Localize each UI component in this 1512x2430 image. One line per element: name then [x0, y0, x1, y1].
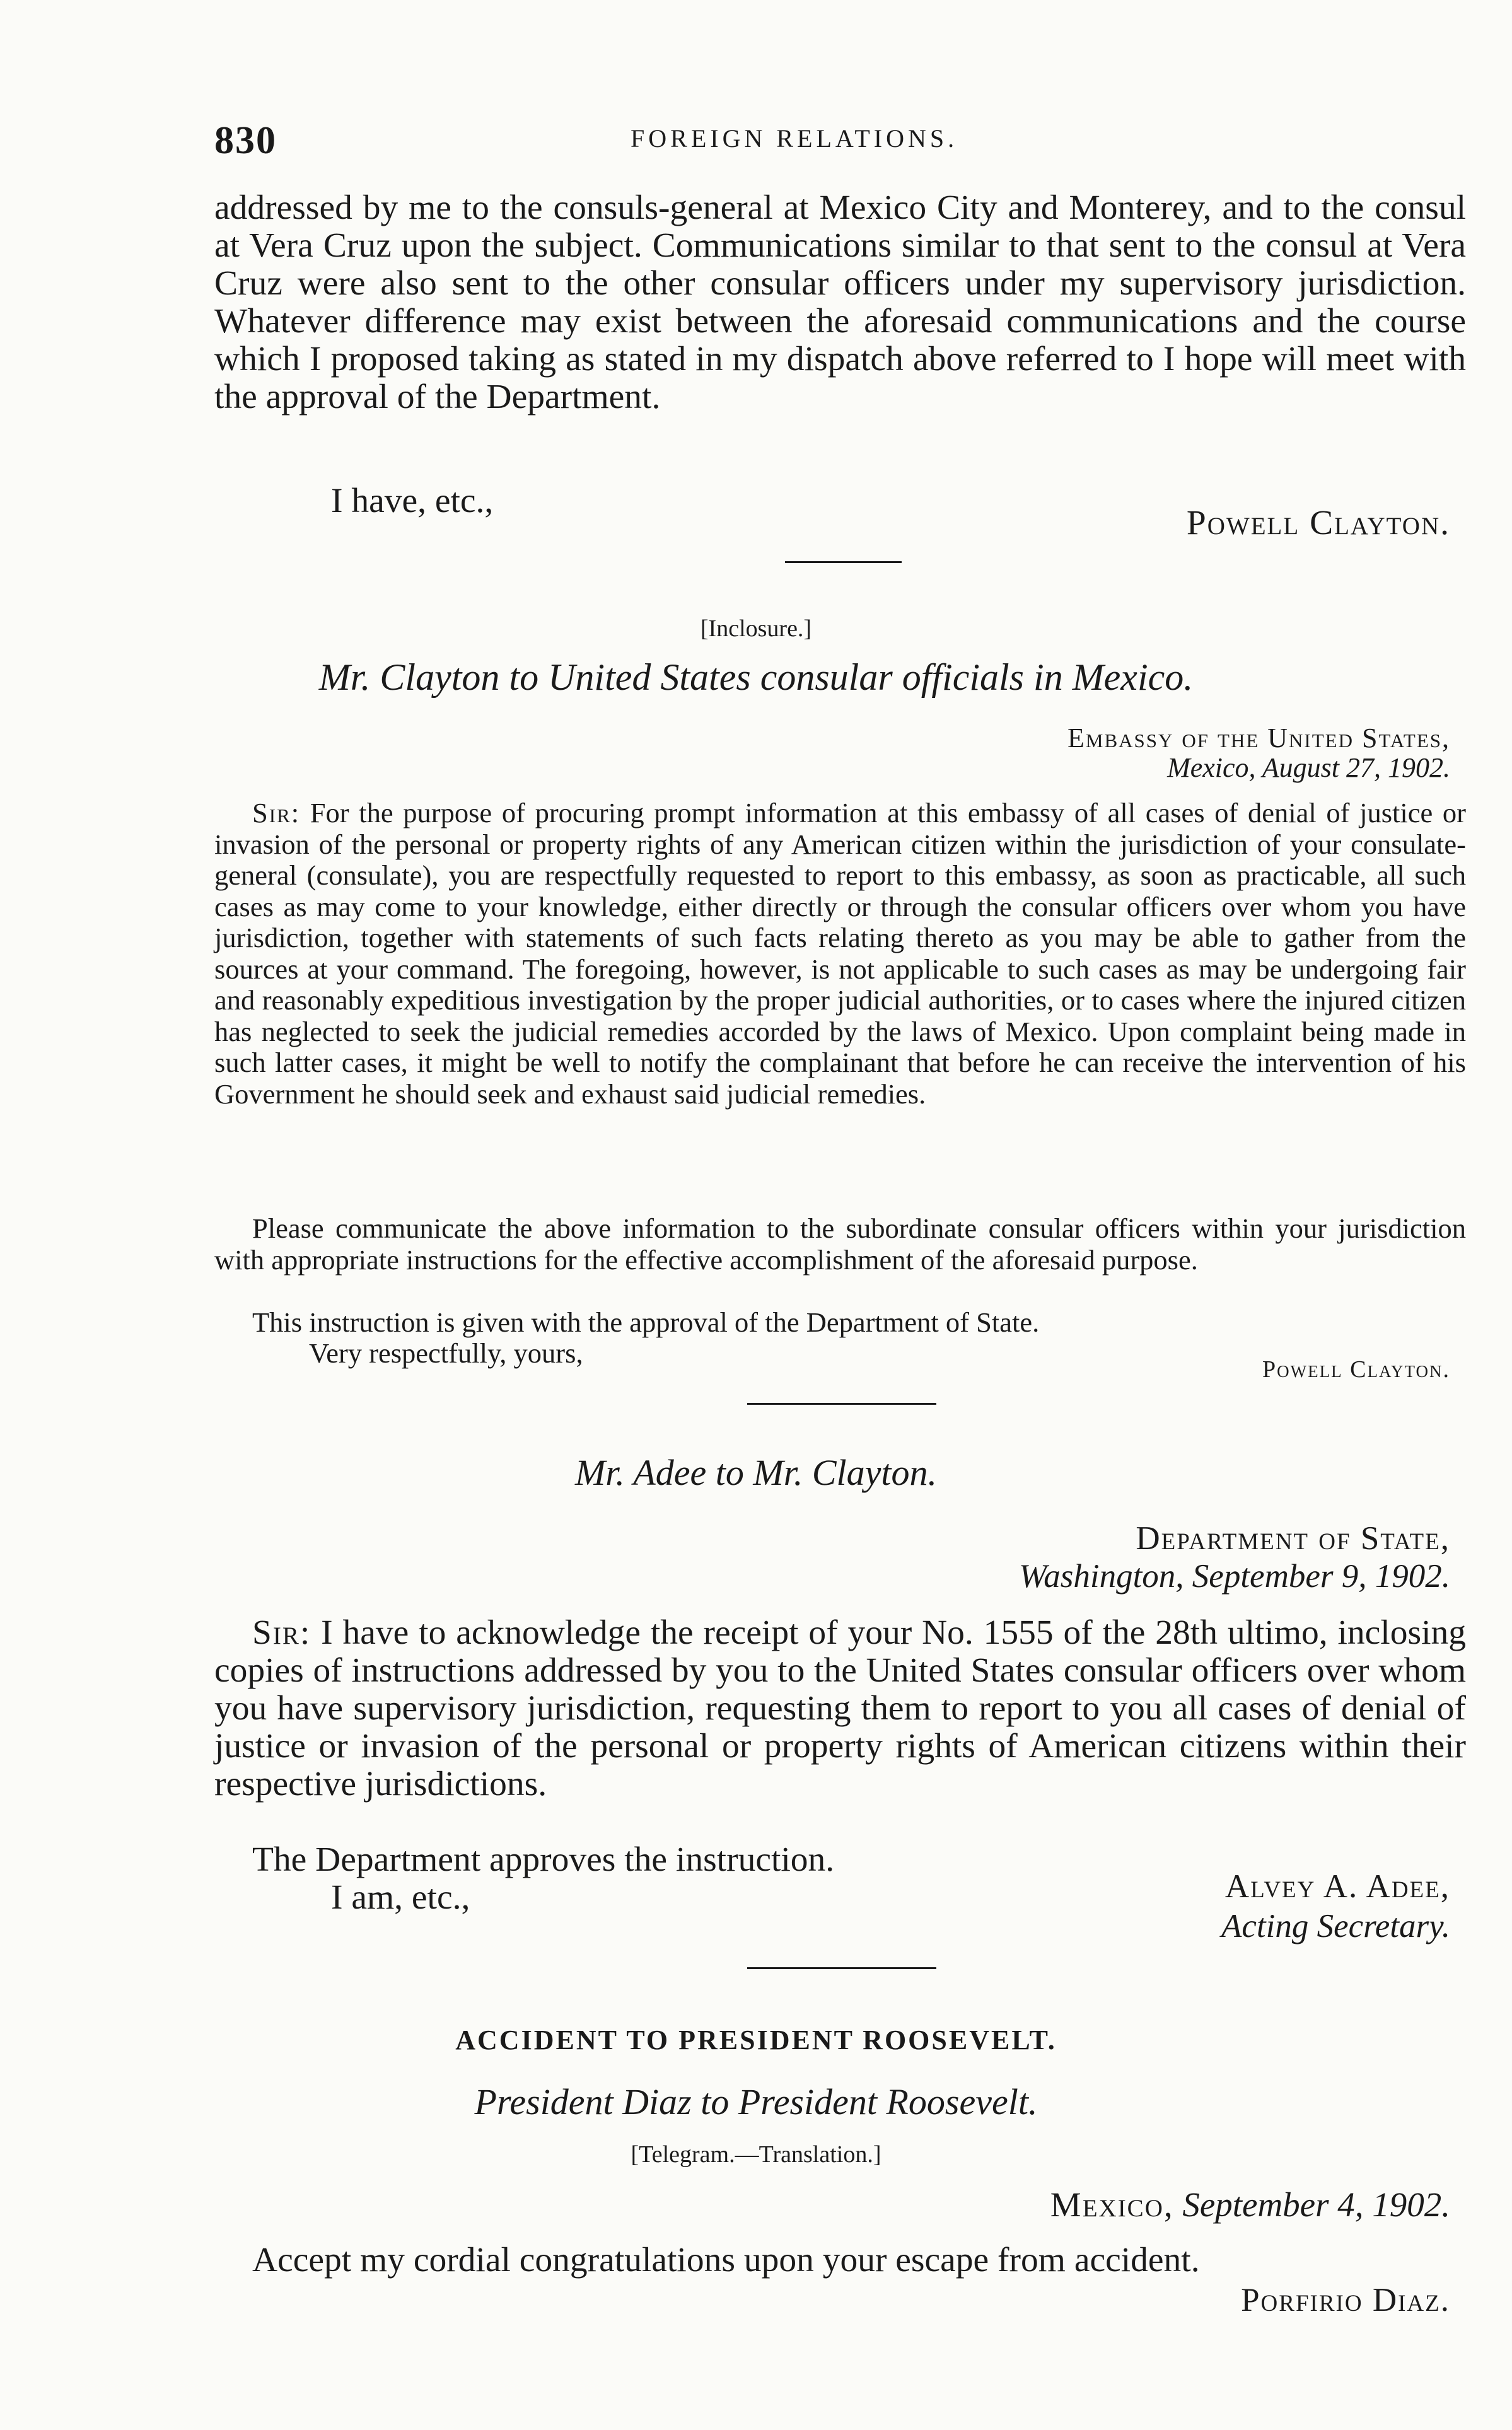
adee-place: Department of State, [1136, 1520, 1450, 1557]
page-number: 830 [214, 119, 277, 162]
adee-title: Mr. Adee to Mr. Clayton. [574, 1452, 938, 1493]
telegram-note: [Telegram.—Translation.] [631, 2141, 881, 2168]
dateline-date: September 4, 1902. [1182, 2185, 1450, 2224]
inclosure-paragraph-2: Please communicate the above information to the subordinate consular officers within your jurisdiction with appropriate instructions for the effective accomplishment of the aforesaid purpose. [214, 1212, 1466, 1276]
adee-signature-title: Acting Secretary. [1221, 1908, 1450, 1945]
running-head: FOREIGN RELATIONS. [631, 124, 958, 153]
section-heading: ACCIDENT TO PRESIDENT ROOSEVELT. [455, 2025, 1057, 2055]
adee-signature: Alvey A. Adee, [1224, 1868, 1450, 1905]
inclosure-place: Embassy of the United States, [1067, 723, 1450, 753]
inclosure-title: Mr. Clayton to United States consular officials in Mexico. [318, 656, 1194, 698]
inclosure-closing: Very respectfully, yours, [309, 1337, 583, 1369]
dateline-place: Mexico, [1050, 2185, 1174, 2224]
telegram-signature: Porfirio Diaz. [1241, 2282, 1450, 2318]
continuation-closing: I have, etc., [331, 482, 494, 520]
continuation-paragraph: addressed by me to the consuls-general at Mexico City and Monterey, and to the consul at Vera Cruz upon the subject. Communications similar to that sent to the consul at Vera Cruz were also sent to the other consular officers under my supervisory jurisdiction. Whatever difference may exist between the aforesaid communications and the course which I proposed taking as stated in my dispatch above referred to I hope will meet with the approval of the Department. [214, 189, 1466, 416]
section-title: President Diaz to President Roosevelt. [474, 2081, 1038, 2122]
continuation-signature: Powell Clayton. [1186, 504, 1450, 542]
inclosure-label: [Inclosure.] [700, 615, 812, 642]
inclosure-date: Mexico, August 27, 1902. [1167, 752, 1450, 783]
dateline [820, 2185, 1450, 2224]
inclosure-salutation: Sir: [252, 797, 301, 828]
section-divider [747, 1967, 936, 1969]
telegram-body: Accept my cordial congratulations upon your escape from accident. [252, 2241, 1200, 2279]
section-divider [747, 1403, 936, 1405]
section-divider [785, 561, 902, 563]
adee-salutation: Sir: [252, 1613, 311, 1652]
adee-closing: I am, etc., [331, 1878, 470, 1917]
adee-paragraph-2: The Department approves the instruction. [252, 1840, 835, 1879]
adee-paragraph-1: Sir: I have to acknowledge the receipt of your No. 1555 of the 28th ultimo, inclosing copies of instructions addressed by you to the United States consular officers over whom you have supervisory jurisdiction, requesting them to report to you all cases of denial of justice or invasion of the personal or property rights of American citizens within their respective jurisdictions. [214, 1613, 1466, 1803]
adee-date: Washington, September 9, 1902. [1018, 1558, 1450, 1595]
inclosure-paragraph-1: Sir: For the purpose of procuring prompt information at this embassy of all cases of denial of justice or invasion of the personal or property rights of any American citizen within the jurisdiction of your consulate-general (consulate), you are respectfully requested to report to this embassy, as soon as practicable, all such cases as may come to your knowledge, either directly or through the consular officers over whom you have jurisdiction, together with statements of such facts relating thereto as you may be able to gather from the sources at your command. The foregoing, however, is not applicable to such cases as may be undergoing fair and reasonably expeditious investigation by the proper judicial authorities, or to cases where the injured citizen has neglected to seek the judicial remedies accorded by the laws of Mexico. Upon complaint being made in such latter cases, it might be well to notify the complainant that before he can receive the intervention of his Government he should seek and exhaust said judicial remedies. [214, 797, 1467, 1110]
inclosure-signature: Powell Clayton. [1262, 1356, 1450, 1383]
inclosure-paragraph-3: This instruction is given with the approval of the Department of State. [252, 1306, 1040, 1338]
